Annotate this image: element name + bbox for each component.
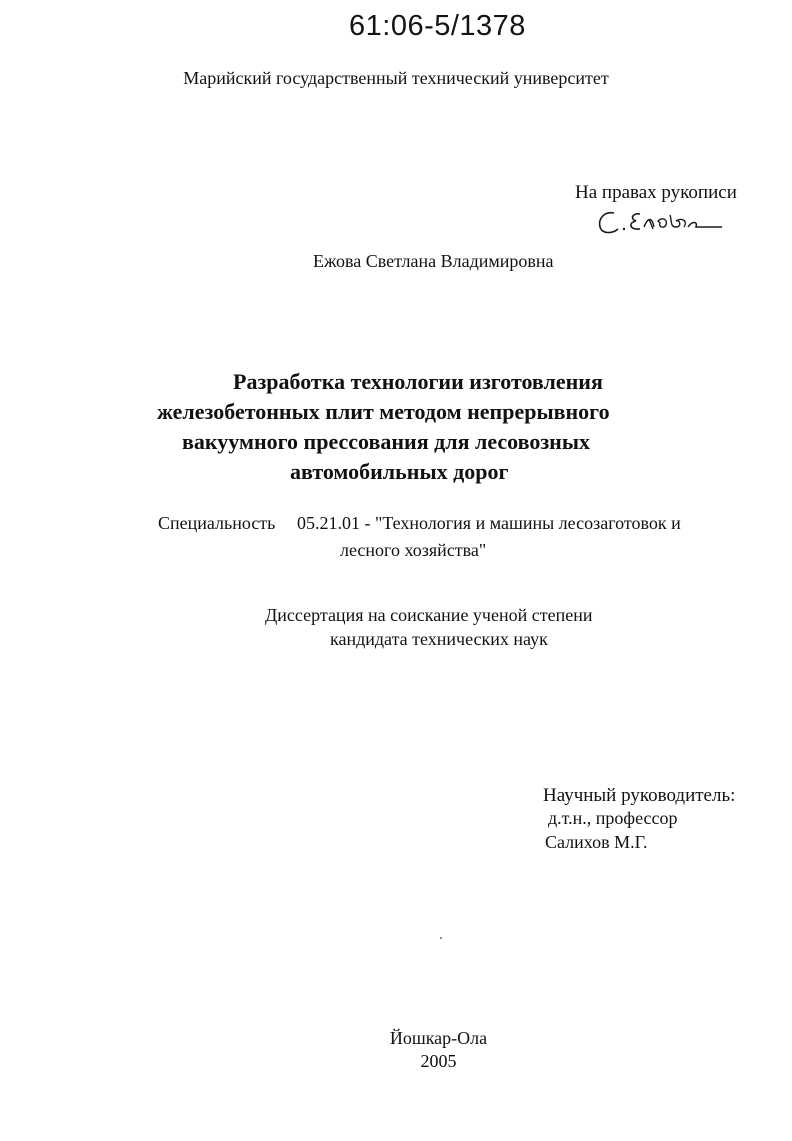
- rights-notice: На правах рукописи: [575, 182, 737, 203]
- scan-speck: [440, 937, 442, 939]
- university-name: Марийский государственный технический университет: [183, 68, 609, 88]
- thesis-title-line-3: вакуумного прессования для лесовозных: [182, 429, 591, 454]
- supervisor-name: Салихов М.Г.: [545, 832, 648, 852]
- city: Йошкар-Ола: [389, 1028, 488, 1048]
- thesis-title-line-2: железобетонных плит методом непрерывного: [157, 399, 610, 424]
- specialty-code-line-1: 05.21.01 - "Технология и машины лесозаготовок и: [297, 513, 681, 533]
- thesis-title-line-1: Разработка технологии изготовления: [233, 369, 603, 394]
- handwritten-signature: [596, 207, 726, 237]
- dissertation-line-1: Диссертация на соискание ученой степени: [265, 605, 593, 625]
- dissertation-line-2: кандидата технических наук: [330, 629, 548, 649]
- author-name: Ежова Светлана Владимировна: [313, 251, 554, 271]
- supervisor-degree: д.т.н., профессор: [548, 808, 678, 828]
- archive-stamp: 61:06-5/1378: [349, 10, 526, 42]
- specialty-label: Специальность: [158, 513, 276, 533]
- year: 2005: [420, 1051, 457, 1071]
- thesis-title-line-4: автомобильных дорог: [290, 459, 509, 484]
- specialty-code-line-2: лесного хозяйства": [340, 540, 487, 560]
- supervisor-label: Научный руководитель:: [543, 785, 736, 806]
